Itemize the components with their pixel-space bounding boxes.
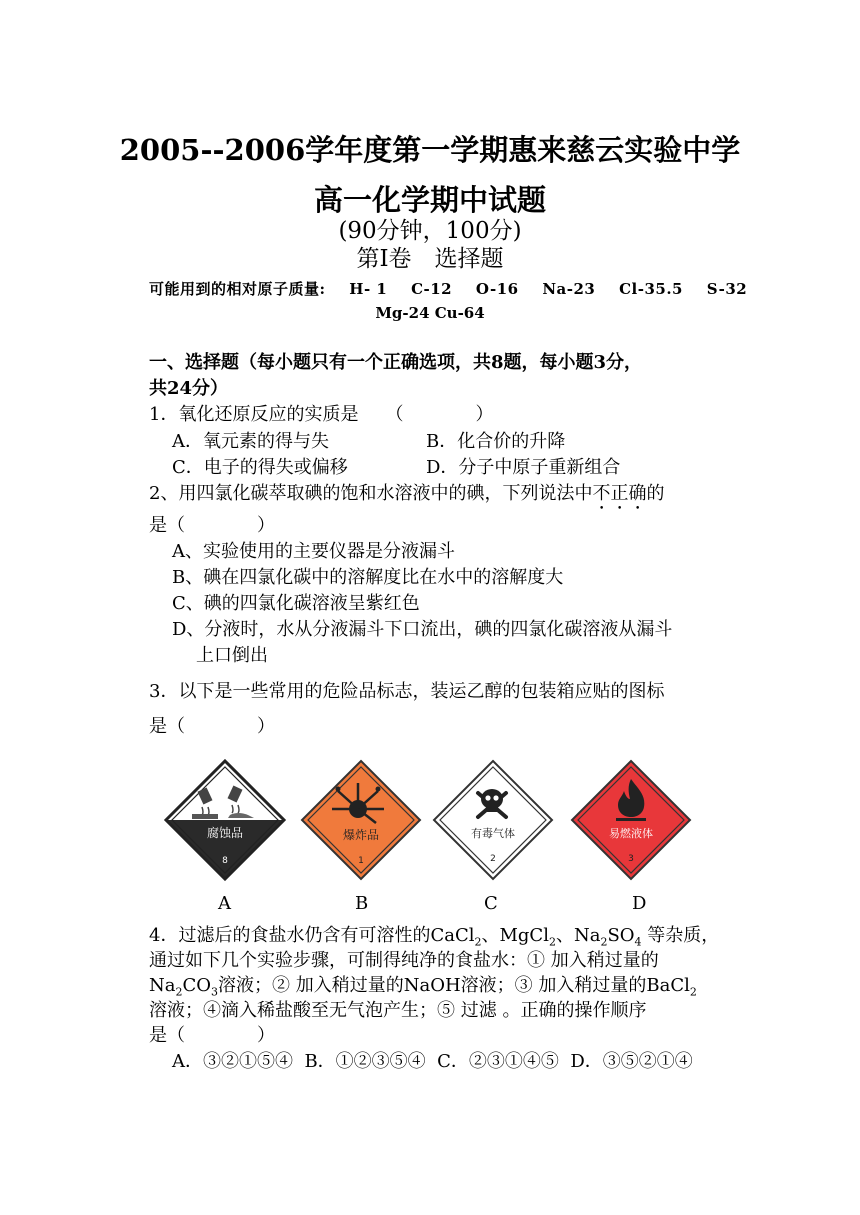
q4-line5: 是（ ） [149, 1025, 275, 1046]
q4-l3-s1: 2 [175, 985, 183, 999]
q4-l1-s3: 2 [600, 935, 608, 949]
q4-line1 [149, 921, 719, 949]
atomic-mass-line-2: Mg-24 Cu-64 [375, 304, 485, 322]
q1-option-a: A．氧元素的得与失 [172, 431, 329, 452]
q2-stem [149, 479, 664, 514]
volume-heading: 第Ⅰ卷 选择题 [356, 246, 504, 272]
exam-school-title: 2005--2006学年度第一学期惠来慈云实验中学 [119, 133, 741, 167]
mass-c: C-12 [411, 280, 453, 298]
q4-l3-a: Na [149, 975, 176, 996]
q4-l1-d: SO [607, 925, 635, 946]
section-heading-line2: 共24分） [149, 378, 229, 399]
q2-stem-post: 的 [646, 483, 665, 504]
mass-na: Na-23 [542, 280, 596, 298]
q4-l1-s1: 2 [474, 935, 482, 949]
q4-l3-s3: 2 [689, 985, 697, 999]
atomic-mass-label: 可能用到的相对原子质量: [149, 280, 326, 298]
q4-l3-c: 溶液；② 加入稍过量的NaOH溶液；③ 加入稍过量的BaCl [218, 975, 690, 996]
sign-b-number: 1 [358, 856, 364, 866]
sign-d-number: 3 [628, 854, 634, 864]
q4-l1-s4: 4 [634, 935, 642, 949]
sign-label-c: C [484, 893, 498, 914]
mass-s: S-32 [706, 280, 748, 298]
q3-stem-2: 是（ ） [149, 716, 275, 737]
q4-line3 [149, 971, 697, 999]
q4-l3-b: CO [182, 975, 212, 996]
q4-l1-a: 4．过滤后的食盐水仍含有可溶性的CaCl [149, 925, 475, 946]
toxic-gas-sign [430, 757, 556, 883]
sign-c-text: 有毒气体 [471, 827, 515, 840]
q2-option-d: D、分液时，水从分液漏斗下口流出，碘的四氯化碳溶液从漏斗 [172, 619, 673, 640]
q2-stem-2: 是（ ） [149, 515, 275, 536]
q4-l3-s2: 3 [211, 985, 219, 999]
q2-stem-pre: 2、用四氯化碳萃取碘的饱和水溶液中的碘，下列说法中 [149, 483, 593, 504]
q4-l1-s2: 2 [548, 935, 556, 949]
q2-stem-emphasis: 不正确 [592, 483, 647, 504]
q2-option-a: A、实验使用的主要仪器是分液漏斗 [172, 541, 455, 562]
mass-cl: Cl-35.5 [619, 280, 683, 298]
q4-line2: 通过如下几个实验步骤，可制得纯净的食盐水：① 加入稍过量的 [149, 950, 659, 971]
section-heading-line1: 一、选择题（每小题只有一个正确选项，共8题，每小题3分， [149, 352, 643, 373]
q2-option-c: C、碘的四氯化碳溶液呈紫红色 [172, 593, 420, 614]
q1-option-b: B．化合价的升降 [426, 431, 566, 452]
q4-l1-b: 、MgCl [481, 925, 549, 946]
sign-b-text: 爆炸品 [342, 828, 380, 842]
explosive-sign [298, 757, 424, 883]
q4-l1-e: 等杂质， [641, 925, 720, 946]
q4-l1-c: 、Na [555, 925, 601, 946]
exam-subject-title: 高一化学期中试题 [313, 183, 546, 217]
mass-o: O-16 [475, 280, 519, 298]
q3-stem: 3．以下是一些常用的危险品标志，装运乙醇的包装箱应贴的图标 [149, 681, 665, 702]
q4-line4: 溶液；④滴入稀盐酸至无气泡产生；⑤ 过滤 。正确的操作顺序 [149, 1000, 647, 1021]
sign-a-number: 8 [222, 856, 228, 866]
q1-option-d: D．分子中原子重新组合 [426, 457, 621, 478]
sign-label-d: D [632, 893, 647, 914]
flammable-liquid-sign [568, 757, 694, 883]
atomic-mass-line [149, 278, 747, 299]
mass-h: H- 1 [349, 280, 388, 298]
q2-option-d-cont: 上口倒出 [196, 645, 268, 666]
q1-option-c: C．电子的得失或偏移 [172, 457, 348, 478]
corrosive-sign [162, 757, 288, 883]
q4-options: A．③②①⑤④ B．①②③⑤④ C．②③①④⑤ D．③⑤②①④ [172, 1051, 693, 1072]
sign-label-b: B [355, 893, 369, 914]
sign-a-text: 腐蚀品 [206, 826, 244, 840]
sign-label-a: A [218, 893, 231, 914]
sign-c-number: 2 [490, 854, 496, 864]
q2-option-b: B、碘在四氯化碳中的溶解度比在水中的溶解度大 [172, 567, 564, 588]
sign-d-text: 易燃液体 [609, 827, 653, 840]
q1-stem: 1．氧化还原反应的实质是 （ ） [149, 404, 494, 425]
exam-time-score: (90分钟，100分) [338, 218, 522, 244]
